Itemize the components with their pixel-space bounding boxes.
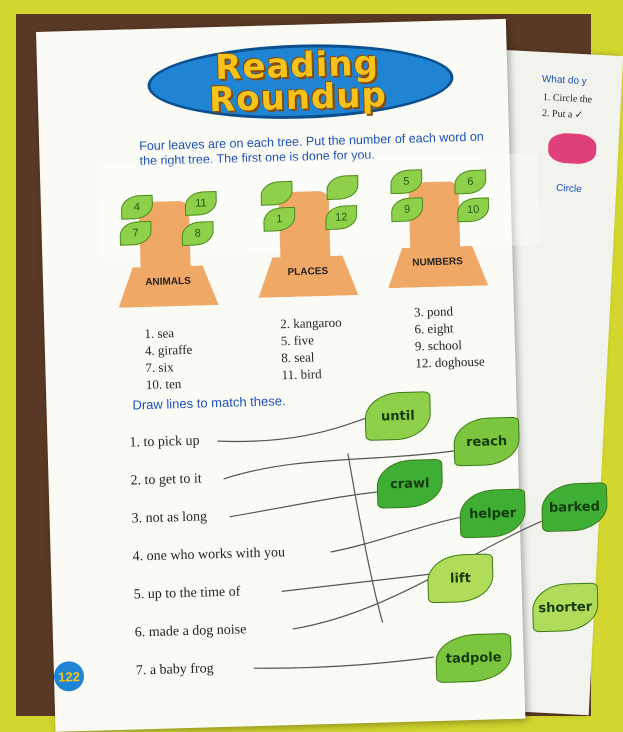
draw-title: Draw lines to match these. <box>132 393 286 413</box>
leaf-lift: lift <box>427 553 494 603</box>
leaf-tadpole: tadpole <box>435 633 512 683</box>
drawn-match-lines <box>36 19 525 732</box>
phrase: 3. not as long <box>131 509 208 527</box>
photo-frame <box>16 14 601 716</box>
page-number: 122 <box>54 661 85 692</box>
phrase: 7. a baby frog <box>135 661 214 679</box>
word: 9. school <box>414 337 463 354</box>
title-line-2: Roundup <box>208 75 388 121</box>
leaf-reach: reach <box>453 417 520 467</box>
word: 11. bird <box>281 366 322 383</box>
phrase: 4. one who works with you <box>132 545 286 565</box>
leaf: 11 <box>185 191 218 216</box>
leaf: 7 <box>119 221 152 246</box>
phrase: 1. to pick up <box>129 433 200 451</box>
leaf: 9 <box>391 197 424 222</box>
word: 10. ten <box>145 376 182 393</box>
leaf: 1 <box>263 207 296 232</box>
word: 5. five <box>280 332 315 349</box>
leaf: 4 <box>121 195 154 220</box>
right-page-circle: Circle <box>555 182 582 196</box>
word: 1. sea <box>144 325 175 342</box>
leaf-until: until <box>364 391 431 441</box>
instructions: Four leaves are on each tree. Put the number of each word on the right tree. The first one is done for you. <box>139 129 484 169</box>
leaf: 10 <box>457 197 490 222</box>
word: 6. eight <box>414 320 454 337</box>
pig-icon <box>548 132 598 164</box>
word: 4. giraffe <box>144 341 193 359</box>
word: 2. kangaroo <box>280 314 342 332</box>
tree-label: NUMBERS <box>412 256 464 269</box>
leaf-shorter: shorter <box>532 583 599 633</box>
phrase: 6. made a dog noise <box>134 622 247 641</box>
leaf-helper: helper <box>459 489 526 539</box>
word: 8. seal <box>280 349 315 366</box>
title-line-1: Reading <box>214 43 380 89</box>
leaf: 8 <box>181 221 214 246</box>
word: 7. six <box>145 359 174 376</box>
tree-label: PLACES <box>287 265 329 279</box>
right-page-item-2: 2. Put a ✓ <box>541 107 584 122</box>
leaf-crawl: crawl <box>376 459 443 509</box>
leaf-barked: barked <box>541 482 608 532</box>
right-page-heading: What do y <box>541 73 588 88</box>
leaf: 6 <box>454 169 487 194</box>
word: 3. pond <box>413 303 454 320</box>
phrase: 5. up to the time of <box>133 584 241 603</box>
phrase: 2. to get to it <box>130 471 202 489</box>
right-page-item-1: 1. Circle the <box>542 91 593 106</box>
tree-label: ANIMALS <box>145 275 191 289</box>
leaf: 5 <box>390 169 423 194</box>
leaf: 12 <box>325 205 358 230</box>
word: 12. doghouse <box>415 353 485 371</box>
